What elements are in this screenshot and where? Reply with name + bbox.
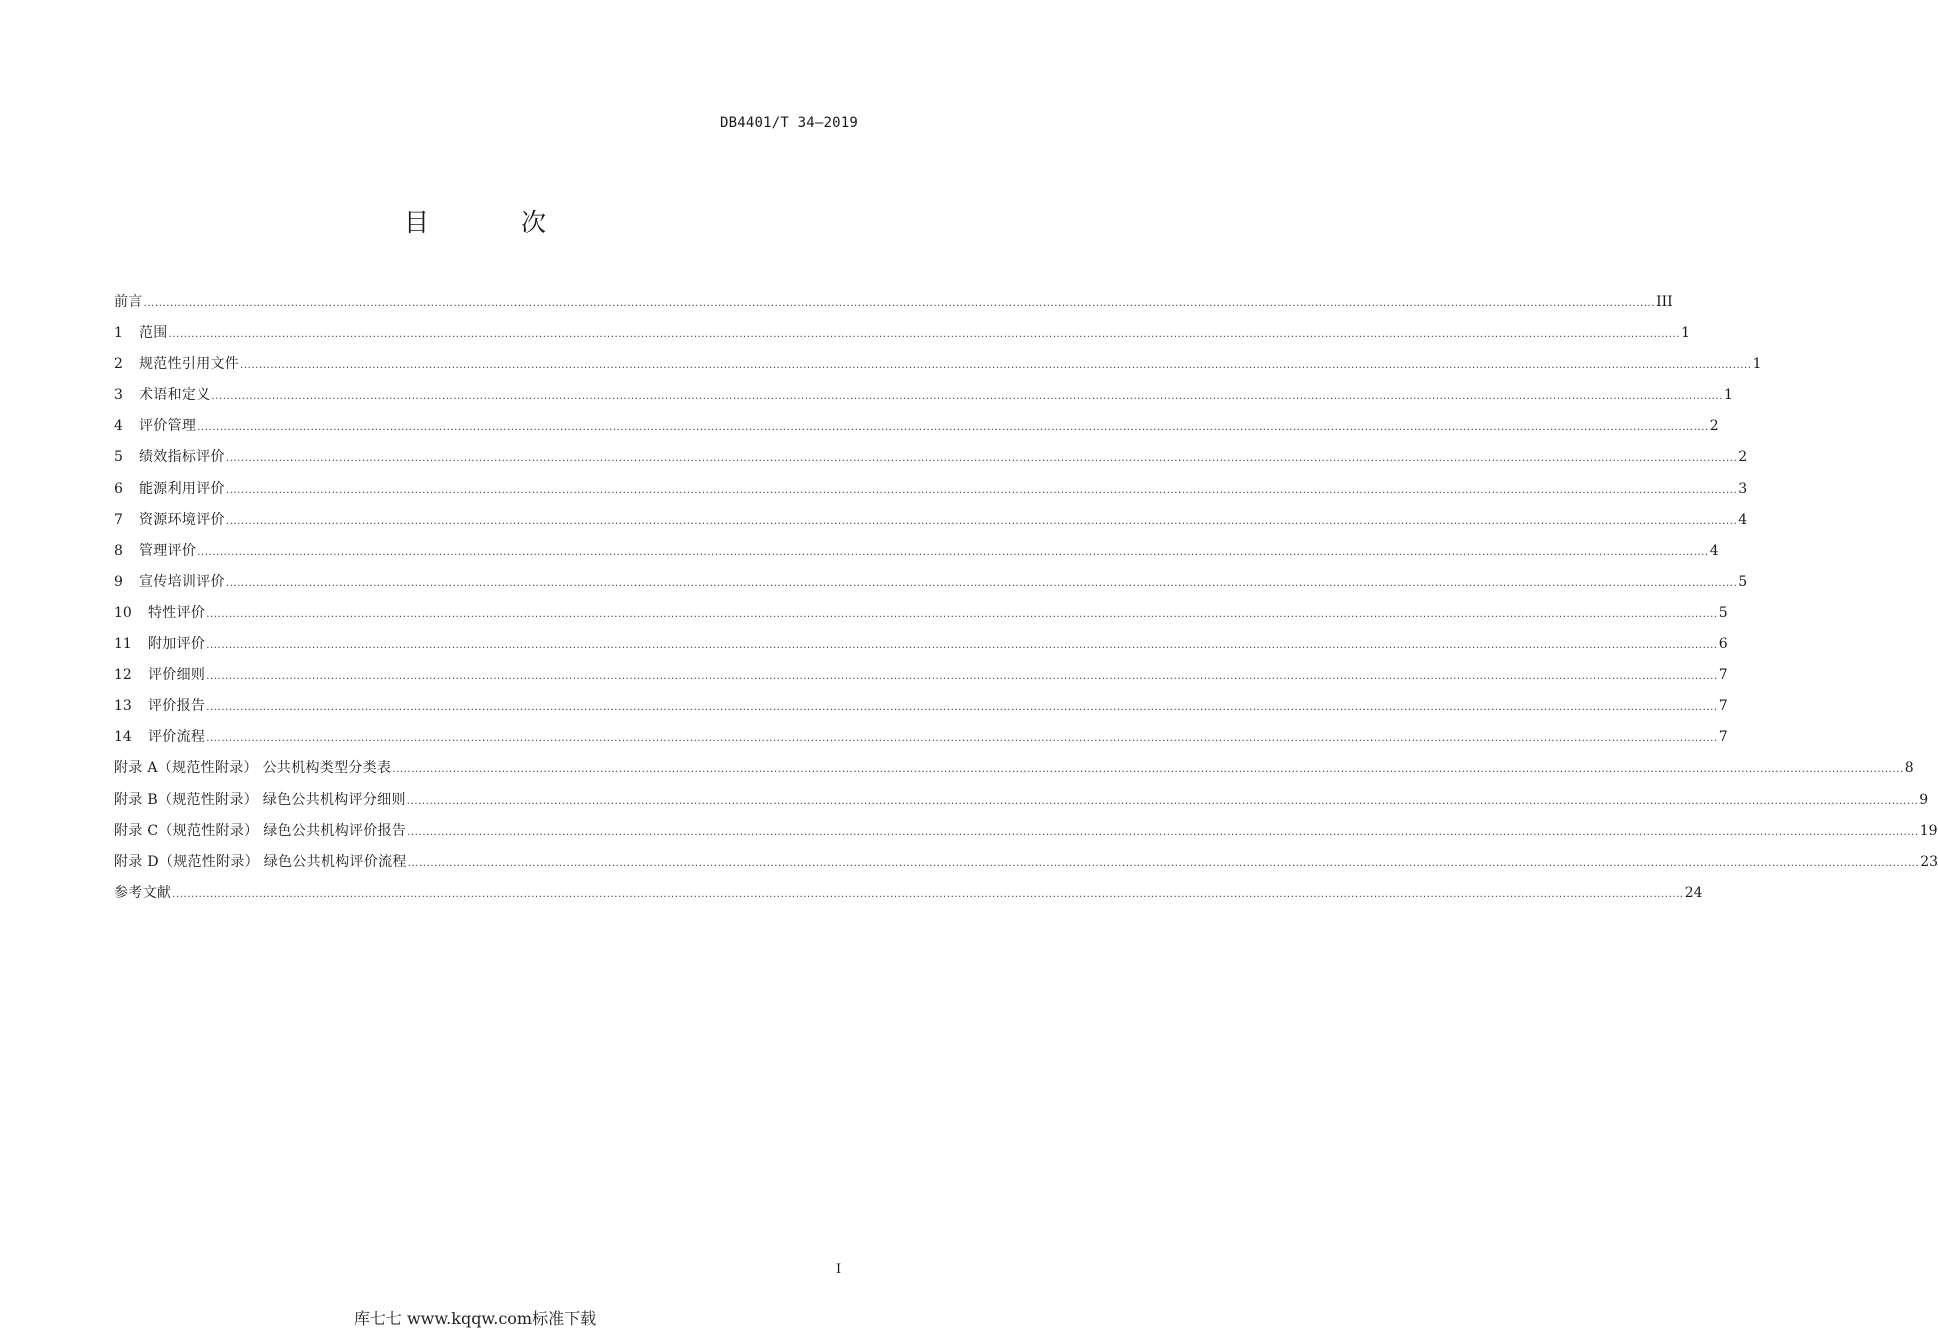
toc-entry-page: 2 [1709,418,1719,435]
toc-entry-title: 范围 [139,325,168,342]
toc-entry-number: 3 [114,387,123,404]
toc-entry-title: 参考文献 [114,884,172,901]
toc-dot-leader: ................................................................................................................................................................................................................................................................................................................................................................................................................ [240,360,1752,372]
toc-entry[interactable] [114,446,1748,477]
toc-entry-title: 附录 C（规范性附录） 绿色公共机构评价报告 [114,822,407,839]
toc-entry-title: 规范性引用文件 [139,356,240,373]
toc-entry-page: 2 [1738,449,1748,466]
toc-dot-leader: ................................................................................................................................................................................................................................................................................................................................................................................................................ [392,764,1904,776]
toc-entry-page: 7 [1718,698,1728,715]
page-title: 目 次 [404,208,588,237]
watermark-text: 库七七 www.kqqw.com标准下载 [353,1309,597,1328]
toc-entry[interactable] [114,353,1762,384]
toc-entry-number: 12 [114,667,132,684]
toc-entry[interactable] [114,322,1691,353]
toc-entry-number: 4 [114,418,123,435]
toc-entry-number: 9 [114,573,123,590]
toc-entry-title: 术语和定义 [139,387,211,404]
toc-dot-leader: ................................................................................................................................................................................................................................................................................................................................................................................................................ [206,640,1718,652]
toc-entry[interactable] [114,664,1728,695]
toc-entry-page: 24 [1684,884,1703,901]
toc-dot-leader: ................................................................................................................................................................................................................................................................................................................................................................................................................ [206,702,1718,714]
toc-entry-number: 2 [114,356,123,373]
toc-entry[interactable] [114,384,1733,415]
toc-entry[interactable] [114,695,1728,726]
toc-entry-number: 11 [114,636,132,653]
standard-code: DB4401/T 34—2019 [719,115,858,131]
toc-dot-leader: ................................................................................................................................................................................................................................................................................................................................................................................................................ [407,857,1920,869]
toc-entry-number: 13 [114,698,132,715]
toc-entry[interactable] [114,602,1728,633]
toc-entry-title: 附录 B（规范性附录） 绿色公共机构评分细则 [114,791,406,808]
toc-entry-number: 5 [114,449,123,466]
toc-dot-leader: ................................................................................................................................................................................................................................................................................................................................................................................................................ [168,329,1681,341]
toc-entry-page: 19 [1919,822,1938,839]
toc-entry[interactable] [114,851,1938,882]
toc-entry-page: 9 [1919,791,1929,808]
toc-entry-title: 宣传培训评价 [139,573,225,590]
toc-entry-title: 评价细则 [148,667,206,684]
toc-entry-page: 6 [1718,636,1728,653]
toc-entry-number: 8 [114,542,123,559]
toc-entry-title: 资源环境评价 [139,511,225,528]
toc-entry-number: 6 [114,480,123,497]
toc-entry-page: 4 [1738,511,1748,528]
toc-entry[interactable] [114,291,1673,322]
toc-entry-title: 评价报告 [148,698,206,715]
toc-dot-leader: ................................................................................................................................................................................................................................................................................................................................................................................................................ [172,888,1684,900]
toc-entry-page: 1 [1752,356,1762,373]
toc-entry-page: 4 [1709,542,1719,559]
toc-dot-leader: ................................................................................................................................................................................................................................................................................................................................................................................................................ [225,484,1738,496]
toc-entry-page: 5 [1738,573,1748,590]
table-of-contents [114,291,1938,913]
toc-entry-number: 7 [114,511,123,528]
toc-entry-page: 1 [1723,387,1733,404]
toc-entry[interactable] [114,820,1938,851]
toc-entry[interactable] [114,571,1748,602]
toc-entry-title: 管理评价 [139,542,197,559]
toc-entry-title: 附加评价 [148,636,206,653]
toc-entry-page: 3 [1738,480,1748,497]
toc-entry[interactable] [114,509,1748,540]
toc-entry-page: III [1656,294,1673,310]
toc-entry[interactable] [114,726,1728,757]
toc-dot-leader: ................................................................................................................................................................................................................................................................................................................................................................................................................ [225,453,1738,465]
toc-entry-title: 前言 [114,294,143,310]
toc-dot-leader: ................................................................................................................................................................................................................................................................................................................................................................................................................ [225,515,1738,527]
toc-entry[interactable] [114,789,1929,820]
toc-entry[interactable] [114,757,1914,788]
toc-dot-leader: ................................................................................................................................................................................................................................................................................................................................................................................................................ [206,733,1718,745]
toc-dot-leader: ................................................................................................................................................................................................................................................................................................................................................................................................................ [206,608,1718,620]
toc-entry-page: 7 [1718,667,1728,684]
toc-entry-page: 23 [1920,853,1938,870]
toc-entry-title: 附录 A（规范性附录） 公共机构类型分类表 [114,760,392,777]
toc-entry[interactable] [114,633,1728,664]
toc-entry[interactable] [114,478,1748,509]
toc-entry-title: 绩效指标评价 [139,449,225,466]
toc-entry-number: 10 [114,604,132,621]
toc-entry-number: 14 [114,729,132,746]
toc-dot-leader: ................................................................................................................................................................................................................................................................................................................................................................................................................ [206,671,1718,683]
toc-dot-leader: ................................................................................................................................................................................................................................................................................................................................................................................................................ [225,577,1738,589]
toc-dot-leader: ................................................................................................................................................................................................................................................................................................................................................................................................................ [197,422,1709,434]
toc-entry-title: 评价管理 [139,418,197,435]
toc-dot-leader: ................................................................................................................................................................................................................................................................................................................................................................................................................ [211,391,1723,403]
toc-entry-title: 附录 D（规范性附录） 绿色公共机构评价流程 [114,853,407,870]
toc-entry-page: 7 [1718,729,1728,746]
page-number: I [836,1262,842,1277]
toc-entry-title: 能源利用评价 [139,480,225,497]
toc-dot-leader: ................................................................................................................................................................................................................................................................................................................................................................................................................ [407,826,1919,838]
toc-entry-page: 1 [1681,325,1691,342]
toc-entry-title: 评价流程 [148,729,206,746]
toc-dot-leader: ................................................................................................................................................................................................................................................................................................................................................................................................................ [143,298,1656,309]
toc-entry-page: 8 [1904,760,1914,777]
toc-entry-number: 1 [114,325,123,342]
toc-dot-leader: ................................................................................................................................................................................................................................................................................................................................................................................................................ [197,546,1709,558]
toc-entry[interactable] [114,415,1719,446]
toc-entry[interactable] [114,540,1719,571]
toc-entry-page: 5 [1718,604,1728,621]
toc-dot-leader: ................................................................................................................................................................................................................................................................................................................................................................................................................ [406,795,1919,807]
toc-entry[interactable] [114,882,1703,913]
toc-entry-title: 特性评价 [148,604,206,621]
